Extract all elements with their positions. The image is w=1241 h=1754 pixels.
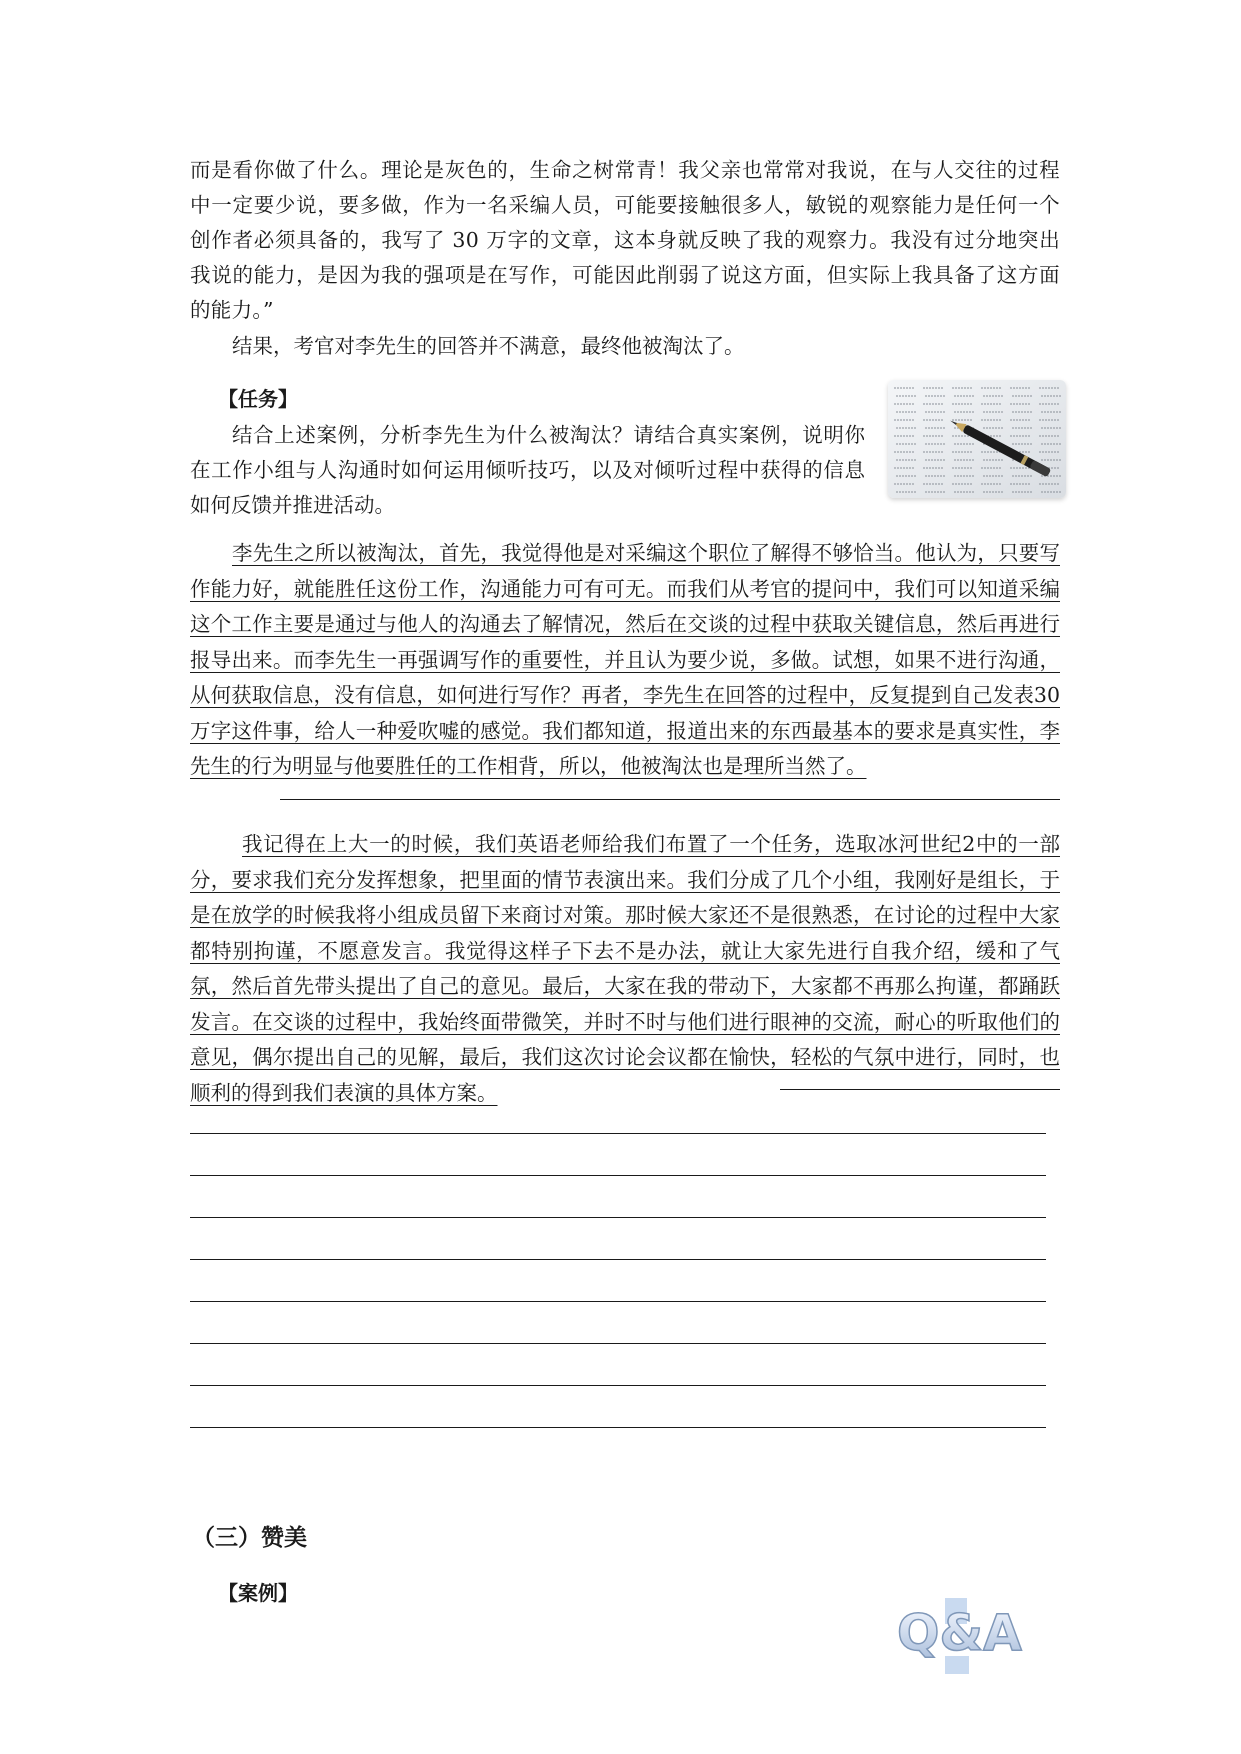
blank-answer-line[interactable]	[190, 1343, 1046, 1344]
answer-2-end-line	[780, 1089, 1060, 1090]
blank-answer-line[interactable]	[190, 1217, 1046, 1218]
task-prompt: 结合上述案例，分析李先生为什么被淘汰？请结合真实案例，说明你在工作小组与人沟通时如何运用倾听技巧，以及对倾听过程中获得的信息如何反馈并推进活动。	[190, 423, 865, 517]
answer-1-end-line	[280, 799, 1060, 800]
blank-answer-line[interactable]	[190, 1301, 1046, 1302]
intro-paragraph: 而是看你做了什么。理论是灰色的，生命之树常青！我父亲也常常对我说，在与人交往的过程中一定要少说，要多做，作为一名采编人员，可能要接触很多人，敏锐的观察能力是任何一个创作者必须具备的，我写了 30 万字的文章，这本身就反映了我的观察力。我没有过分地突出我说的能力，是因为我的强项是在写作，可能因此削弱了说这方面，但实际上我具备了这方面的能力。”	[190, 158, 1060, 322]
spreadsheet-with-pen-image	[888, 380, 1066, 498]
blank-answer-line[interactable]	[190, 1175, 1046, 1176]
blank-answer-line[interactable]	[190, 1259, 1046, 1260]
task-heading: 【任务】	[218, 387, 298, 411]
qa-logo	[893, 1558, 1033, 1678]
blank-answer-line[interactable]	[190, 1427, 1046, 1428]
section-heading: （三）赞美	[192, 1525, 307, 1551]
blank-answer-line[interactable]	[190, 1385, 1046, 1386]
result-paragraph: 结果，考官对李先生的回答并不满意，最终他被淘汰了。	[232, 334, 745, 358]
case-heading: 【案例】	[218, 1581, 298, 1605]
answer-paragraph-1: 李先生之所以被淘汰，首先，我觉得他是对采编这个职位了解得不够恰当。他认为，只要写作能力好，就能胜任这份工作，沟通能力可有可无。而我们从考官的提问中，我们可以知道采编这个工作主要是通过与他人的沟通去了解情况，然后在交谈的过程中获取关键信息，然后再进行报导出来。而李先生一再强调写作的重要性，并且认为要少说，多做。试想，如果不进行沟通，从何获取信息，没有信息，如何进行写作？再者，李先生在回答的过程中，反复提到自己发表30万字这件事，给人一种爱吹嘘的感觉。我们都知道，报道出来的东西最基本的要求是真实性，李先生的行为明显与他要胜任的工作相背，所以，他被淘汰也是理所当然了。	[190, 541, 1060, 778]
qa-logo-text: Q&A	[897, 1604, 1022, 1662]
blank-answer-line[interactable]	[190, 1133, 1046, 1134]
answer-paragraph-2: 我记得在上大一的时候，我们英语老师给我们布置了一个任务，选取冰河世纪2中的一部分，要求我们充分发挥想象，把里面的情节表演出来。我们分成了几个小组，我刚好是组长，于是在放学的时候我将小组成员留下来商讨对策。那时候大家还不是很熟悉，在讨论的过程中大家都特别拘谨，不愿意发言。我觉得这样子下去不是办法，就让大家先进行自我介绍，缓和了气氛，然后首先带头提出了自己的意见。最后，大家在我的带动下，大家都不再那么拘谨，都踊跃发言。在交谈的过程中，我始终面带微笑，并时不时与他们进行眼神的交流，耐心的听取他们的意见，偶尔提出自己的见解，最后，我们这次讨论会议都在愉快，轻松的气氛中进行，同时，也顺利的得到我们表演的具体方案。	[190, 832, 1060, 1105]
